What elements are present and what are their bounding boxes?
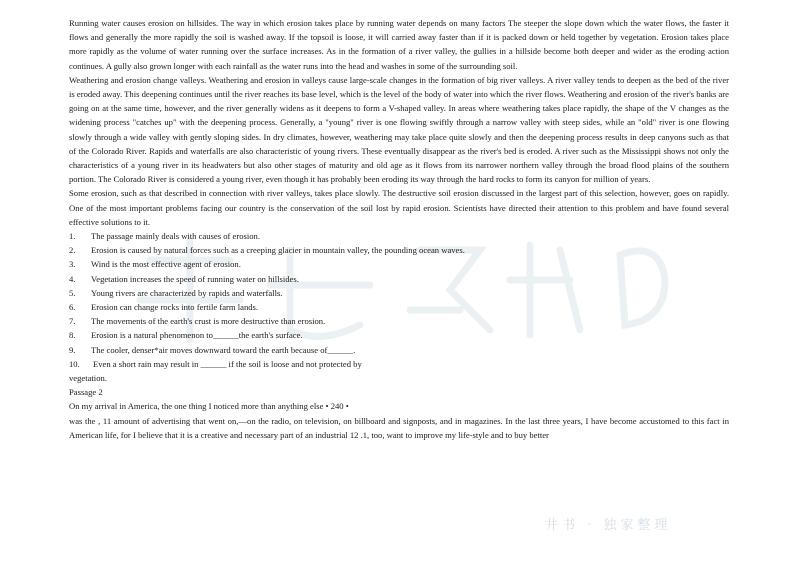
question-text: The cooler, denser*air moves downward toward the earth because of______. [91, 344, 356, 355]
question-number: 5. [69, 287, 76, 298]
question-text: The passage mainly deals with causes of erosion. [91, 231, 260, 242]
passage1-paragraph-1: Running water causes erosion on hillsides. The way in which erosion takes place by running water depends on many factors The steeper the slope down which the water flows, the faster it flows and generally the more rapidly the soil is washed away. If the topsoil is loose, it will carried away faster than if it is packed down or held together by vegetation. Erosion takes place more rapidly as the volume of water running over the surface increases. As in the formation of a river valley, the gullies in a hillside become both deeper and wider as the eroding action continues. A gully also grown longer with each rainfall as the water runs into the head and washes in some of the surrounding soil. [69, 18, 729, 71]
question-10-continuation: vegetation. [69, 373, 107, 384]
watermark-footer: 井书 · 独家整理 [545, 518, 672, 533]
question-item [69, 300, 729, 314]
question-item [69, 328, 729, 342]
passage2-heading: Passage 2 [69, 387, 103, 398]
question-number: 6. [69, 302, 76, 313]
question-number: 1. [69, 231, 76, 242]
question-item [69, 314, 729, 328]
question-text: Even a short rain may result in ______ if the soil is loose and not protected by [93, 358, 362, 369]
question-text: Wind is the most effective agent of erosion. [91, 259, 241, 270]
passage2-line-1: On my arrival in America, the one thing I noticed more than anything else • 240 • [69, 401, 349, 412]
question-item [69, 257, 729, 271]
passage1-paragraph-3: Some erosion, such as that described in connection with river valleys, takes place slowly. The destructive soil erosion discussed in the largest part of this selection, however, goes on rapidly. One of the most important problems facing our country is the conservation of the soil lost by rapid erosion. Scientists have directed their attention to this problem and have found several effective solutions to it. [69, 188, 729, 227]
question-item [69, 243, 729, 257]
question-item [69, 286, 729, 300]
question-number: 9. [69, 344, 76, 355]
question-item [69, 357, 729, 371]
passage1-paragraph-2: Weathering and erosion change valleys. Weathering and erosion in valleys cause large-scale changes in the formation of big river valleys. A river valley tends to deepen as the bed of the river is eroded away. This deepening continues until the river reaches its base level, which is the level of the body of water into which the river flows. Weathering and erosion of the river's banks are going on at the same time, however, and the river generally widens as it deepens to form a V-shaped valley. In areas where weathering takes place rapidly, the shape of the V changes as the widening process "catches up" with the deepening process. Generally, a "young" river is one flowing swiftly through a narrow valley with steep sides, while an "old" river is one flowing slowly through a wide valley with gently sloping sides. In dry climates, however, weathering may take place quite slowly and then the deepening process results in deep canyons such as that of the Colorado River. Rapids and waterfalls are also characteristic of young rivers. These eventually disappear as the river's bed is eroded. A river such as the Mississippi shows not only the characteristics of a young river in its headwaters but also other stages of maturity and old age as it flows from its narrower northern valley through the broad flood plains of the southern portion. The Colorado River is considered a young river, even though it has probably been eroding its way through the hard rocks to form its canyon for million of years. [69, 74, 729, 185]
passage2-paragraph: was the , 11 amount of advertising that went on,—on the radio, on television, on billboard and signposts, and in magazines. In the last three years, I have become accustomed to this fact in American life, for I believe that it is a creative and necessary part of an industrial 12 .1, too, want to improve my life-style and to buy better [69, 415, 729, 440]
question-item [69, 229, 729, 243]
question-text: The movements of the earth's crust is more destructive than erosion. [91, 316, 326, 327]
question-text: Erosion is a natural phenomenon to______the earth's surface. [91, 330, 303, 341]
document-page [69, 16, 729, 442]
question-number: 8. [69, 330, 76, 341]
question-text: Vegetation increases the speed of running water on hillsides. [91, 273, 299, 284]
question-item [69, 343, 729, 357]
question-number: 7. [69, 316, 76, 327]
question-number: 2. [69, 245, 76, 256]
question-text: Erosion can change rocks into fertile farm lands. [91, 302, 259, 313]
question-number: 3. [69, 259, 76, 270]
question-number: 10. [69, 358, 80, 369]
question-item [69, 272, 729, 286]
question-number: 4. [69, 273, 76, 284]
question-text: Erosion is caused by natural forces such as a creeping glacier in mountain valley, the pounding ocean waves. [91, 245, 465, 256]
question-text: Young rivers are characterized by rapids and waterfalls. [91, 287, 283, 298]
